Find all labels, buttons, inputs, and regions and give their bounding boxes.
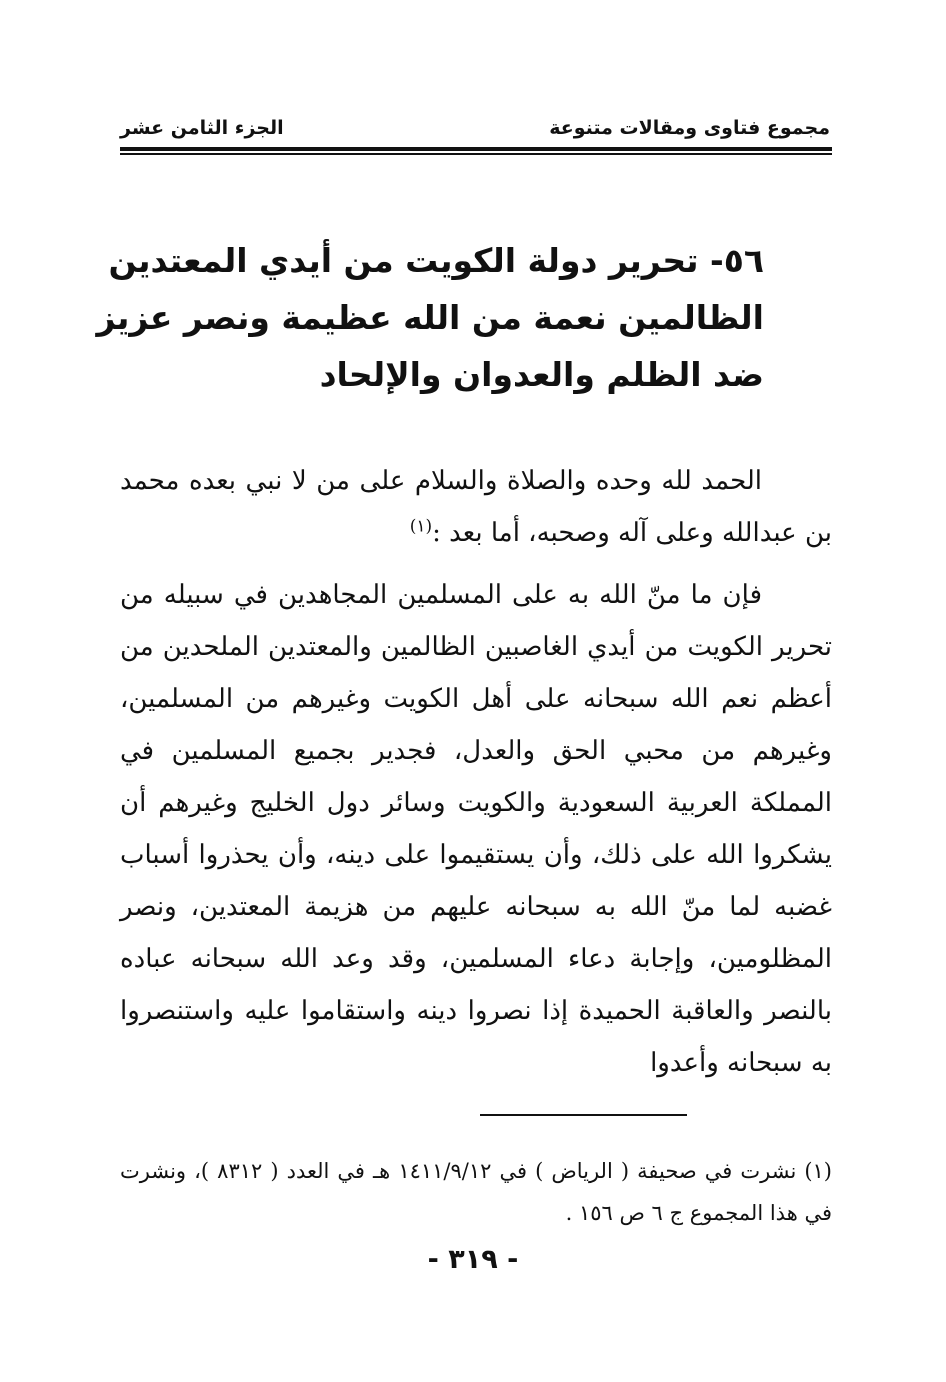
title-line-1: ٥٦- تحرير دولة الكويت من أيدي المعتدين (108, 241, 764, 280)
article-body (120, 455, 832, 1089)
running-header (120, 113, 830, 143)
footnote (120, 1150, 832, 1234)
title-line-3: ضد الظلم والعدوان والإلحاد (319, 355, 764, 394)
header-volume-label: الجزء الثامن عشر (120, 117, 284, 139)
body-paragraph-1 (120, 455, 832, 559)
footnote-text: نشرت في صحيفة ( الرياض ) في ١٤١١/٩/١٢ هـ في العدد ( ٨٣١٢ )، ونشرت في هذا المجموع ج ٦ ص ١٥٦ . (120, 1159, 832, 1225)
body-paragraph-2: فإن ما منّ الله به على المسلمين المجاهدين في سبيله من تحرير الكويت من أيدي الغاصبين الظالمين والمعتدين الملحدين من أعظم نعم الله سبحانه على أهل الكويت وغيرهم من المسلمين، وغيرهم من محبي الحق والعدل، فجدير بجميع المسلمين في المملكة العربية السعودية والكويت وسائر دول الخليج وغيرهم أن يشكروا الله على ذلك، وأن يستقيموا على دينه، وأن يحذروا أسباب غضبه لما منّ الله به سبحانه عليهم من هزيمة المعتدين، ونصر المظلومين، وإجابة دعاء المسلمين، وقد وعد الله سبحانه عباده بالنصر والعاقبة الحميدة إذا نصروا دينه واستقاموا عليه واستنصروا به سبحانه وأعدوا (120, 580, 832, 1078)
footnote-reference: (١) (409, 516, 433, 537)
header-collection-title: مجموع فتاوى ومقالات متنوعة (549, 117, 830, 139)
footnote-separator (480, 1114, 687, 1116)
title-line-2: الظالمين نعمة من الله عظيمة ونصر عزيز (96, 298, 764, 337)
paragraph-1-text: الحمد لله وحده والصلاة والسلام على من لا نبي بعده محمد بن عبدالله وعلى آله وصحبه، أما بعد : (120, 466, 832, 548)
page-number: - ٣١٩ - (427, 1244, 519, 1275)
header-rule (120, 147, 832, 157)
article-title (96, 232, 764, 403)
footnote-number: (١) (804, 1159, 832, 1183)
